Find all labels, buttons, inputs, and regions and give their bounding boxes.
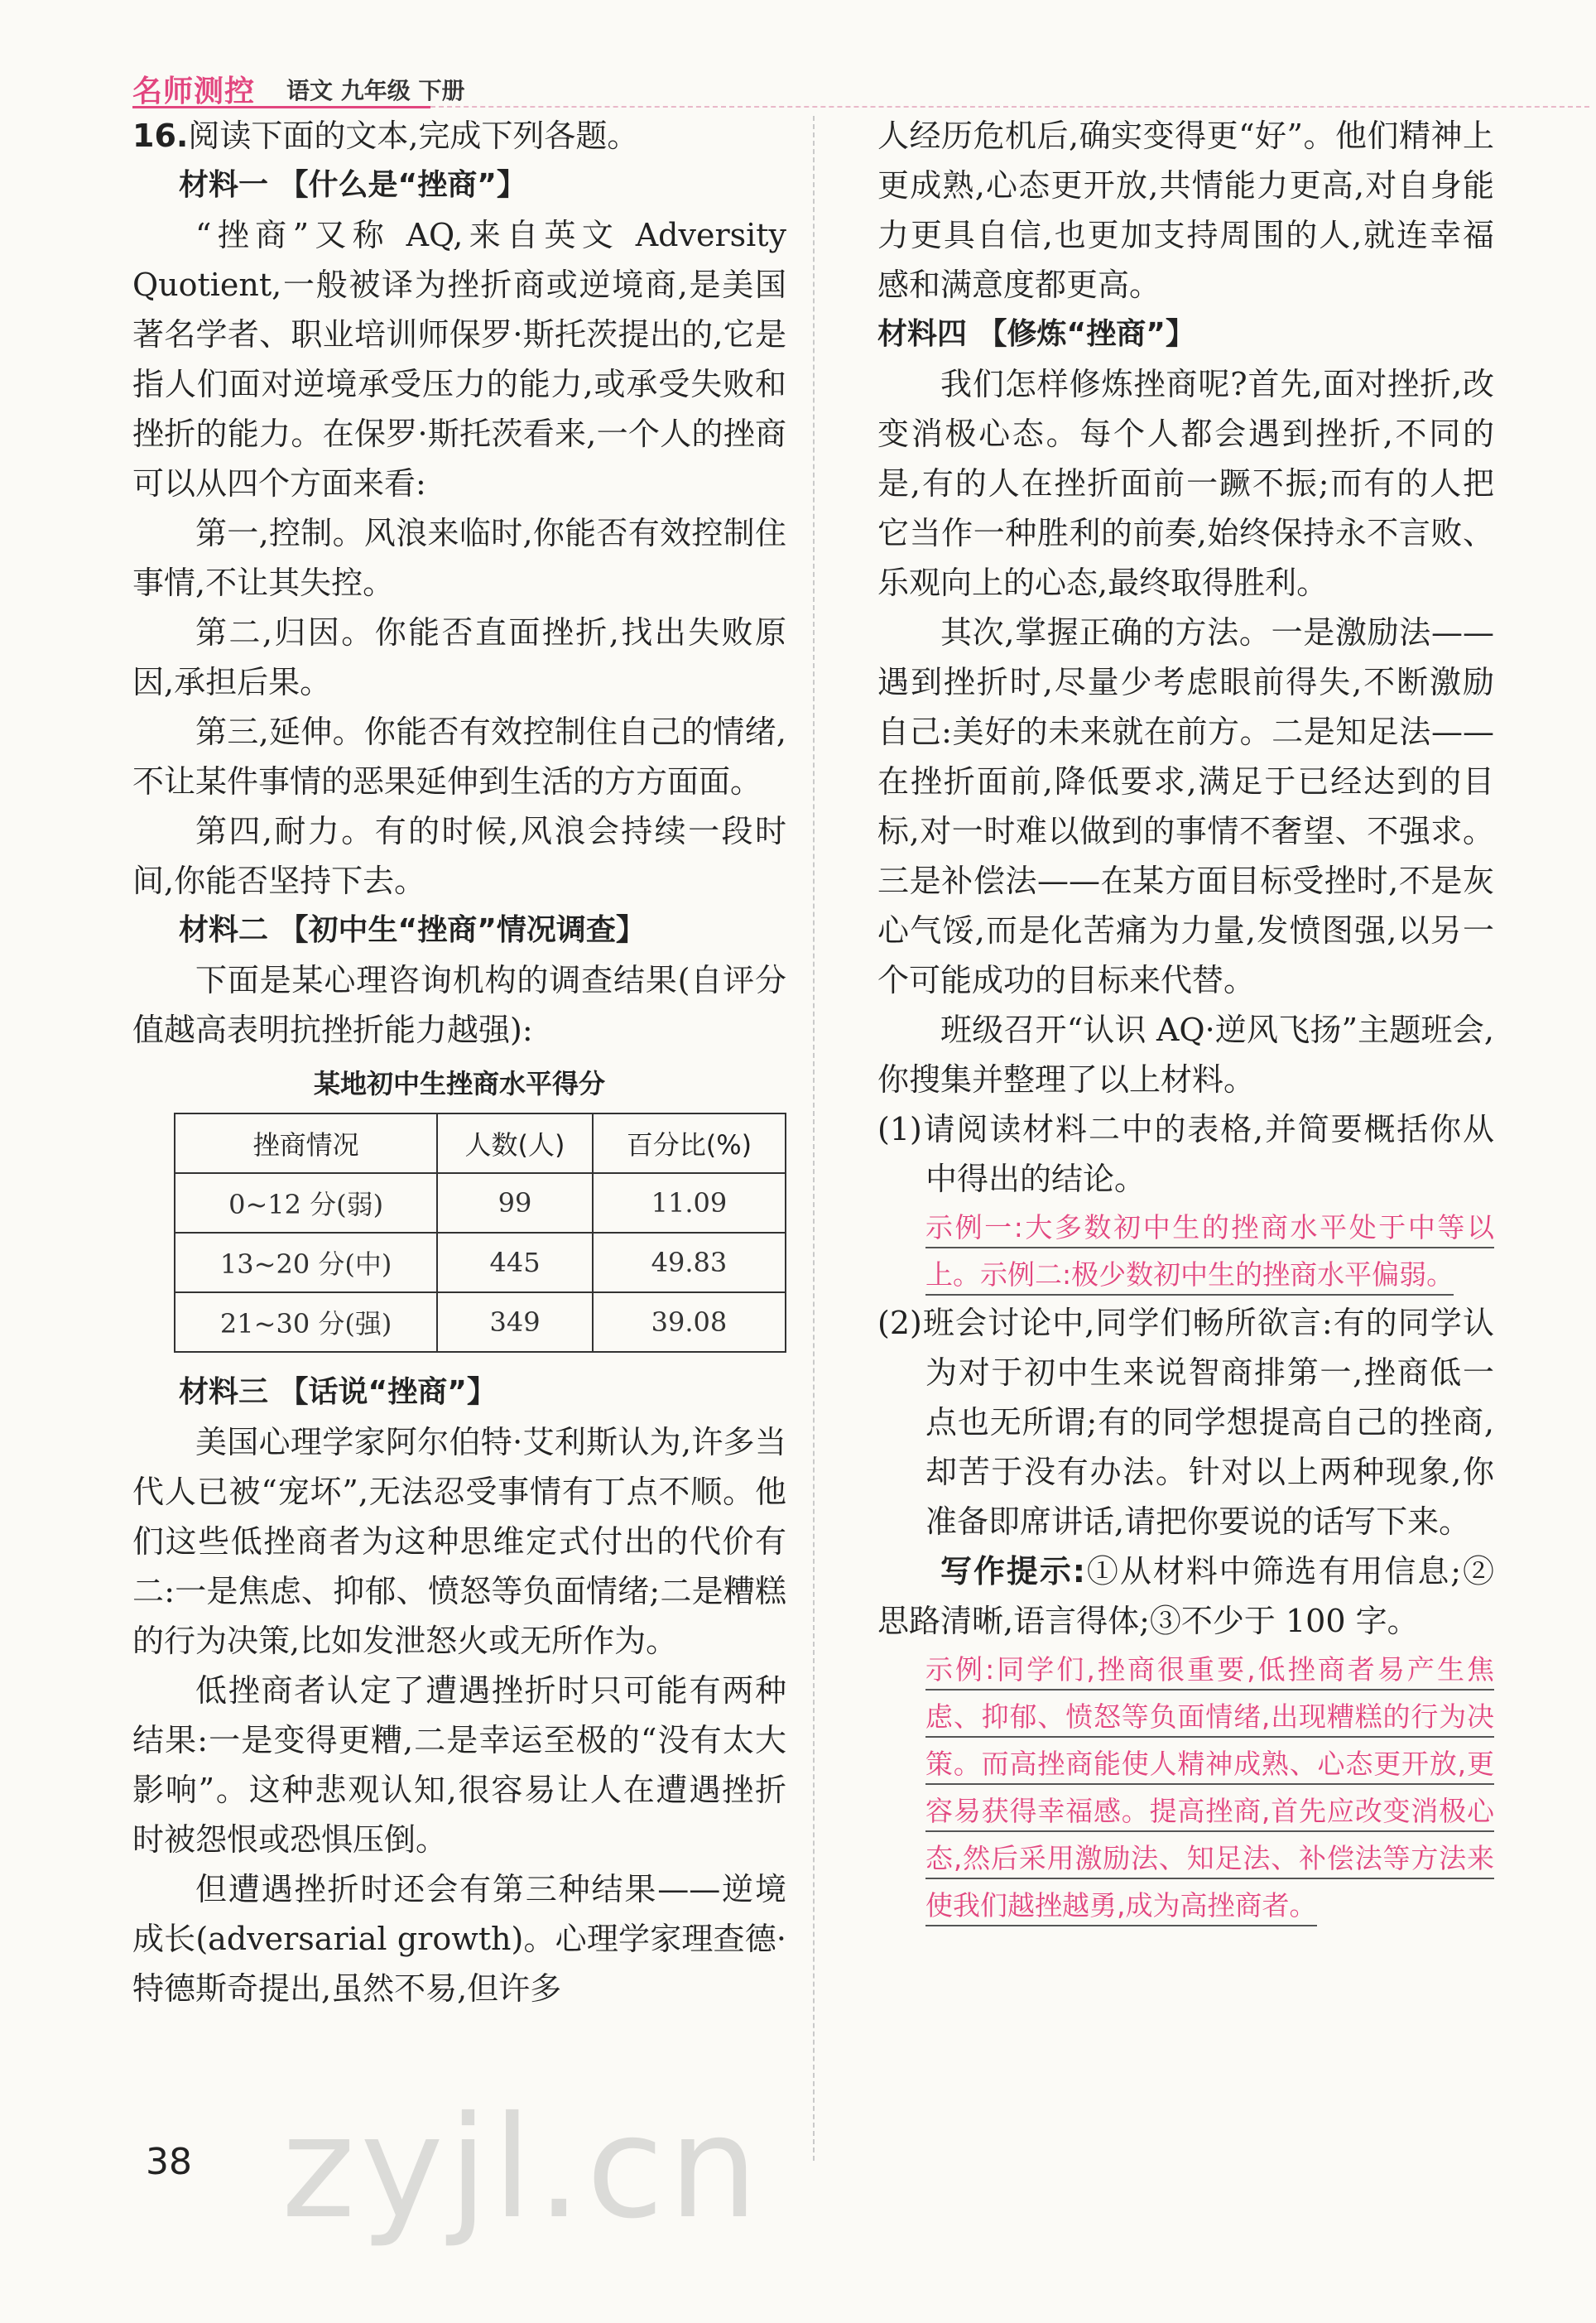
material-1-paragraph: “挫商”又称 AQ,来自英文 Adversity Quotient,一般被译为挫折商或逆境商,是美国著名学者、职业培训师保罗·斯托茨提出的,它是指人们面对逆境承受压力的能力,或承受失败和挫折的能力。在保罗·斯托茨看来,一个人的挫商可以从四个方面来看: [132, 217, 786, 502]
question-heading [132, 111, 786, 161]
material-3-paragraph: 但遭遇挫折时还会有第三种结果——逆境成长(adversarial growth)。心理学家理查德·特德斯奇提出,虽然不易,但许多 [132, 1871, 786, 2007]
material-2-intro: 下面是某心理咨询机构的调查结果(自评分值越高表明抗挫折能力越强): [132, 962, 786, 1048]
table-cell: 49.83 [593, 1233, 786, 1292]
writing-tip-text: ①从材料中筛选有用信息;②思路清晰,语言得体;③不少于 100 字。 [877, 1553, 1494, 1639]
brand-logo: 名师测控 [132, 75, 256, 108]
answer-1 [925, 1204, 1494, 1298]
column-divider [813, 116, 815, 2161]
class-meeting-intro: 班级召开“认识 AQ·逆风飞扬”主题班会,你搜集并整理了以上材料。 [877, 1012, 1494, 1098]
material-4-title: 材料四 【修炼“挫商”】 [877, 317, 1195, 351]
writing-tip [877, 1546, 1494, 1646]
table-header-cell: 挫商情况 [175, 1113, 437, 1173]
table-cell: 99 [437, 1173, 593, 1233]
material-1-paragraph: 第四,耐力。有的时候,风浪会持续一段时间,你能否坚持下去。 [132, 813, 786, 899]
material-1-paragraph: 第三,延伸。你能否有效控制住自己的情绪,不让某件事情的恶果延伸到生活的方方面面。 [132, 714, 786, 800]
table-row [175, 1173, 786, 1233]
header-subject: 语文 九年级 下册 [286, 77, 465, 104]
table-cell: 21~30 分(强) [175, 1292, 437, 1352]
page-number: 38 [146, 2141, 192, 2183]
table-row [175, 1292, 786, 1352]
page-header [132, 68, 1589, 108]
table-cell: 445 [437, 1233, 593, 1292]
table-cell: 39.08 [593, 1292, 786, 1352]
answer-2 [925, 1646, 1494, 1929]
material-1-paragraph: 第一,控制。风浪来临时,你能否有效控制住事情,不让其失控。 [132, 515, 786, 601]
header-rule [132, 106, 430, 108]
header-dotted-rule [430, 106, 1589, 108]
answer-1-text: 示例一:大多数初中生的挫商水平处于中等以上。示例二:极少数初中生的挫商水平偏弱。 [925, 1211, 1494, 1296]
table-row [175, 1233, 786, 1292]
material-2-title: 材料二 【初中生“挫商”情况调查】 [179, 913, 646, 947]
material-3-continuation: 人经历危机后,确实变得更“好”。他们精神上更成熟,心态更开放,共情能力更高,对自身能力更具自信,也更加支持周围的人,就连幸福感和满意度都更高。 [877, 118, 1494, 303]
material-3-title: 材料三 【话说“挫商”】 [179, 1375, 497, 1409]
table-cell: 349 [437, 1292, 593, 1352]
material-1-title: 材料一 【什么是“挫商”】 [179, 168, 526, 202]
watermark: zyjl.cn [281, 2086, 763, 2250]
survey-table [174, 1113, 786, 1353]
right-column [877, 111, 1494, 1929]
material-4-paragraph: 其次,掌握正确的方法。一是激励法——遇到挫折时,尽量少考虑眼前得失,不断激励自己:美好的未来就在前方。二是知足法——在挫折面前,降低要求,满足于已经达到的目标,对一时难以做到的事情不奢望、不强求。三是补偿法——在某方面目标受挫时,不是灰心气馁,而是化苦痛为力量,发愤图强,以另一个可能成功的目标来代替。 [877, 614, 1494, 998]
table-header-cell: 百分比(%) [593, 1113, 786, 1173]
material-4-paragraph: 我们怎样修炼挫商呢?首先,面对挫折,改变消极心态。每个人都会遇到挫折,不同的是,有的人在挫折面前一蹶不振;而有的人把它当作一种胜利的前奏,始终保持永不言败、乐观向上的心态,最终取得胜利。 [877, 366, 1494, 601]
question-number: 16. [132, 118, 189, 154]
table-title: 某地初中生挫商水平得分 [313, 1068, 605, 1099]
table-header-cell: 人数(人) [437, 1113, 593, 1173]
table-header-row [175, 1113, 786, 1173]
subquestion-1: (1)请阅读材料二中的表格,并简要概括你从中得出的结论。 [877, 1111, 1494, 1197]
table-cell: 0~12 分(弱) [175, 1173, 437, 1233]
writing-tip-label: 写作提示: [940, 1553, 1085, 1590]
subquestion-2: (2)班会讨论中,同学们畅所欲言:有的同学认为对于初中生来说智商排第一,挫商低一点也无所谓;有的同学想提高自己的挫商,却苦于没有办法。针对以上两种现象,你准备即席讲话,请把你要说的话写下来。 [877, 1305, 1494, 1540]
material-3-paragraph: 美国心理学家阿尔伯特·艾利斯认为,许多当代人已被“宠坏”,无法忍受事情有丁点不顺。他们这些低挫商者为这种思维定式付出的代价有二:一是焦虑、抑郁、愤怒等负面情绪;二是糟糕的行为决策,比如发泄怒火或无所作为。 [132, 1424, 786, 1659]
left-column [132, 111, 786, 2013]
question-stem: 阅读下面的文本,完成下列各题。 [188, 118, 639, 154]
material-3-paragraph: 低挫商者认定了遭遇挫折时只可能有两种结果:一是变得更糟,二是幸运至极的“没有太大影响”。这种悲观认知,很容易让人在遭遇挫折时被怨恨或恐惧压倒。 [132, 1672, 786, 1858]
answer-2-text: 示例:同学们,挫商很重要,低挫商者易产生焦虑、抑郁、愤怒等负面情绪,出现糟糕的行为决策。而高挫商能使人精神成熟、心态更开放,更容易获得幸福感。提高挫商,首先应改变消极心态,然后采用激励法、知足法、补偿法等方法来使我们越挫越勇,成为高挫商者。 [925, 1653, 1494, 1926]
material-1-paragraph: 第二,归因。你能否直面挫折,找出失败原因,承担后果。 [132, 614, 786, 700]
table-cell: 11.09 [593, 1173, 786, 1233]
table-cell: 13~20 分(中) [175, 1233, 437, 1292]
